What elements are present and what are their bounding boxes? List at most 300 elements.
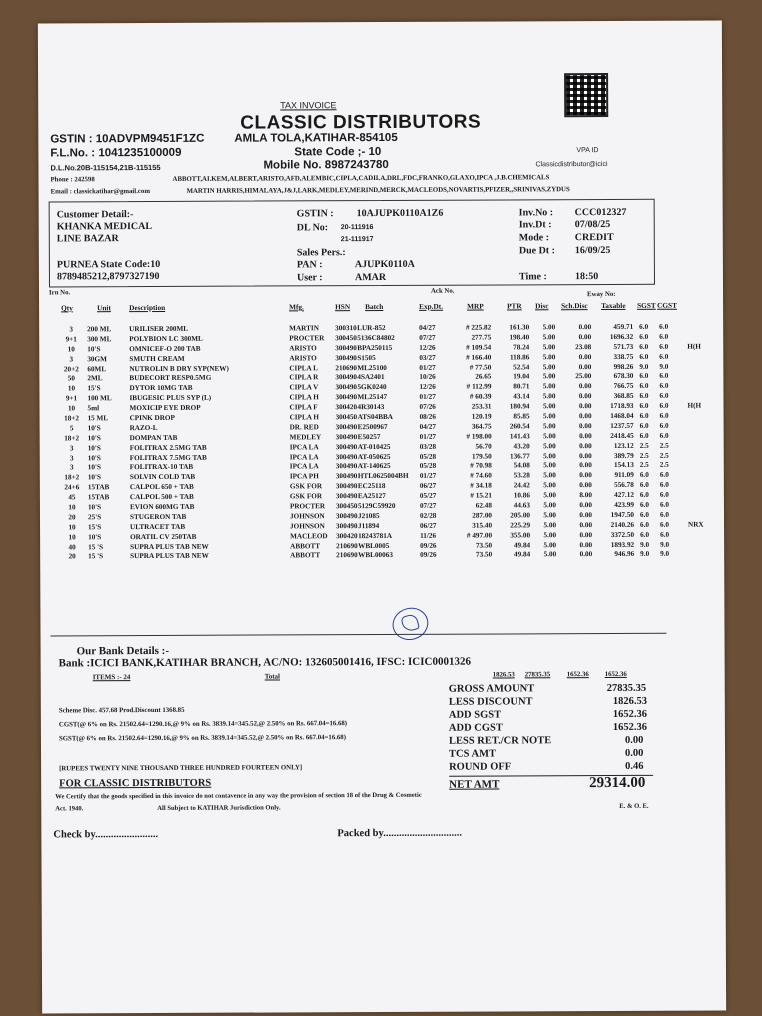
table-cell: 01/27 [419, 363, 436, 372]
col-ptr: PTR [507, 301, 522, 311]
customer-pan: AJUPK0110A [354, 258, 415, 271]
customer-phones: 8789485212,8797327190 [56, 270, 160, 283]
items-table [47, 323, 718, 563]
table-cell: 300450 [335, 333, 357, 343]
table-cell: # 497.00 [466, 531, 493, 540]
table-cell: 5.00 [543, 550, 557, 559]
table-cell: 998.26 [613, 362, 634, 371]
table-cell: AT-140625 [357, 462, 391, 471]
table-cell: 18243781A [358, 531, 393, 540]
table-cell: 07/26 [419, 402, 436, 411]
table-cell: 0.00 [579, 461, 592, 470]
table-cell: IPCA LA [289, 442, 319, 452]
table-cell: 2ML [87, 374, 103, 383]
table-cell: SMUTH CREAM [129, 354, 185, 363]
table-cell: IPCA PH [289, 472, 319, 481]
table-cell: 6.0 [659, 322, 669, 331]
table-cell: 1893.92 [610, 540, 635, 549]
table-cell: SOLVIN COLD TAB [129, 473, 196, 482]
table-cell: HTL0625004BH [357, 472, 409, 481]
table-cell: URILISER 200ML [129, 324, 189, 334]
table-cell: 54.08 [513, 461, 530, 470]
table-cell: 678.30 [613, 372, 634, 381]
invoice-number: CCC012327 [574, 206, 627, 219]
table-cell: 300490 [335, 482, 358, 491]
table-cell: DOMPAN TAB [129, 433, 178, 442]
net-amount-label: NET AMT [449, 778, 500, 791]
table-cell: 136.77 [509, 451, 530, 461]
table-cell: 225.29 [510, 521, 531, 530]
table-cell: GSK FOR [289, 482, 323, 491]
col-cgst: CGST [657, 300, 677, 310]
invoice-time: 18:50 [574, 271, 599, 283]
scheme-discount: Scheme Disc. 457.68 Prod.Discount 1368.85 [58, 706, 185, 715]
inv-no-label: Inv.No : [518, 207, 554, 219]
table-cell: 10'S [87, 453, 101, 462]
table-cell: IPCA LA [289, 452, 319, 461]
tcs-label: TCS AMT [449, 748, 497, 760]
customer-area: LINE BAZAR [56, 233, 119, 245]
table-cell: ORATIL CV 250TAB [130, 532, 197, 541]
total-label: Total [264, 672, 281, 681]
table-cell: 6.0 [659, 382, 669, 391]
table-cell: 1468.04 [610, 411, 634, 421]
table-cell: 338.75 [613, 352, 634, 361]
table-cell: 0.00 [579, 451, 592, 460]
table-cell: 5.00 [543, 422, 556, 431]
table-cell: ML25100 [357, 363, 387, 372]
table-cell: 10 [68, 523, 76, 532]
table-cell: # 109.54 [466, 343, 492, 352]
less-return-label: LESS RET./CR NOTE [448, 735, 552, 747]
table-cell: EVION 600MG TAB [129, 502, 195, 512]
table-cell: 300490 [335, 393, 358, 402]
table-cell: 1237.57 [610, 421, 634, 430]
table-cell: CIPLA V [289, 383, 319, 392]
table-cell: 07/27 [419, 333, 436, 342]
table-cell: 0.00 [579, 540, 593, 549]
table-cell: 40 [68, 542, 76, 551]
table-cell: # 112.99 [466, 382, 492, 391]
table-cell: 03/27 [419, 353, 436, 362]
customer-state: PURNEA State Code:10 [56, 258, 161, 271]
table-cell: 04/27 [419, 422, 436, 431]
table-cell: 5.00 [543, 540, 557, 549]
table-cell: # 60.39 [469, 392, 492, 401]
table-cell: 556.78 [614, 481, 634, 490]
table-cell: NRX [688, 520, 704, 529]
table-cell: 07/27 [419, 501, 437, 510]
table-cell: H(H [687, 342, 701, 351]
table-cell: EC25118 [357, 482, 386, 491]
table-cell: 5 [69, 424, 74, 433]
sales-person-label: Sales Pers.: [296, 247, 346, 259]
table-cell: 9.0 [660, 550, 670, 559]
table-cell: 01/27 [419, 432, 437, 441]
table-cell: 6.0 [659, 332, 669, 341]
table-cell: 9.0 [659, 362, 669, 371]
table-cell: 25'S [87, 513, 102, 522]
table-cell: 198.40 [509, 333, 530, 342]
table-cell: 10'S [87, 473, 102, 482]
table-cell: 6.0 [639, 471, 649, 480]
table-cell: 6.0 [639, 500, 649, 509]
table-cell: 300490 [335, 452, 358, 461]
table-cell: 0.00 [578, 382, 592, 391]
table-cell: CIPLA H [289, 393, 319, 402]
table-cell: SUPRA PLUS TAB NEW [130, 552, 209, 561]
table-cell: FOLITRAX 2.5MG TAB [129, 443, 207, 452]
table-cell: 5GK0240 [357, 383, 387, 392]
table-cell: 5ml [87, 404, 100, 413]
table-cell: 0.00 [579, 511, 593, 520]
table-cell: 5129C59920 [357, 501, 396, 511]
round-off-label: ROUND OFF [449, 761, 512, 773]
table-cell: 11/26 [420, 531, 437, 540]
table-cell: ABBOTT [290, 551, 321, 560]
table-cell: 04/27 [419, 323, 436, 332]
table-cell: 315.40 [472, 521, 493, 530]
table-cell: 5.00 [542, 372, 556, 381]
table-cell: 300310 [335, 324, 357, 333]
table-cell: IBUGESIC PLUS SYP (L) [129, 393, 212, 403]
table-cell: 80.71 [513, 382, 530, 391]
table-cell: 423.99 [614, 500, 634, 510]
table-cell: 9.0 [660, 540, 670, 549]
less-return: 0.00 [624, 734, 644, 746]
table-cell: 1718.93 [610, 402, 634, 411]
table-cell: 5.00 [543, 530, 557, 539]
table-cell: 2418.45 [610, 431, 634, 440]
table-cell: 946.96 [614, 550, 635, 559]
table-cell: 1947.50 [610, 510, 635, 519]
table-cell: 5.00 [543, 451, 556, 460]
table-cell: 44.63 [513, 501, 530, 510]
table-cell: 6.0 [639, 392, 649, 401]
table-cell: 300490 [335, 423, 358, 432]
table-cell: 364.75 [471, 422, 492, 431]
table-cell: BPA250115 [357, 343, 393, 352]
table-cell: 3 [69, 463, 74, 472]
table-cell: 73.50 [475, 551, 493, 560]
table-cell: 43.14 [513, 392, 530, 401]
add-sgst: 1652.36 [612, 708, 648, 720]
table-cell: 210690 [335, 363, 357, 372]
inv-date-label: Inv.Dt : [518, 219, 552, 231]
mobile-number: Mobile No. 8987243780 [263, 158, 389, 172]
round-off: 0.46 [625, 760, 644, 772]
table-cell: 5.00 [542, 382, 556, 391]
dl-number-2: 21-111917 [340, 236, 374, 244]
table-cell: MEDLEY [289, 433, 322, 442]
table-cell: 300490 [335, 512, 358, 521]
table-cell: 300490 [335, 383, 358, 392]
table-cell: 78.24 [513, 343, 530, 352]
table-cell: 6.0 [639, 431, 649, 440]
table-cell: 18+2 [64, 473, 80, 482]
total-sgst: 1652.36 [566, 671, 589, 679]
gstin-label: GSTIN : [296, 208, 334, 220]
table-cell: 05/27 [419, 491, 437, 500]
table-cell: 26.65 [475, 372, 492, 382]
table-cell: 6.0 [660, 520, 670, 529]
table-cell: S1505 [357, 353, 376, 362]
col-disc: Disc [535, 301, 549, 311]
table-cell: 85.85 [513, 412, 530, 421]
col-sgst: SGST [637, 300, 656, 310]
time-label: Time : [518, 271, 547, 283]
table-cell: 30GM [87, 354, 107, 363]
table-cell: E50257 [357, 432, 381, 441]
table-cell: 2.5 [659, 441, 669, 450]
table-cell: 6.0 [639, 421, 649, 430]
table-cell: 23.08 [575, 342, 592, 351]
user-label: User : [296, 272, 323, 284]
table-cell: 08/26 [419, 412, 436, 421]
table-cell: 4SA2401 [357, 373, 385, 382]
table-cell: 3 [69, 453, 74, 462]
table-cell: 6.0 [659, 510, 669, 519]
table-cell: 6.0 [659, 342, 669, 351]
email: Email : classickatihar@gmail.com [50, 188, 150, 196]
table-cell: 571.73 [613, 342, 634, 351]
table-cell: PROCTER [289, 334, 325, 343]
less-discount: 1826.53 [612, 695, 647, 707]
table-cell: 911.09 [614, 471, 634, 480]
ack-label: Ack No. [431, 287, 455, 295]
table-cell: J11894 [358, 521, 380, 530]
table-cell: 03/28 [419, 442, 437, 451]
table-cell: 0.00 [579, 501, 592, 510]
check-by: Check by........................ [53, 828, 159, 841]
bank-label: Our Bank Details :- [76, 644, 169, 658]
pan-label: PAN : [296, 259, 323, 271]
table-cell: 9.0 [639, 362, 649, 371]
table-cell: AT-010425 [357, 442, 391, 451]
eoe-text: E. & O. E. [619, 802, 649, 810]
table-cell: RAZO-L [129, 423, 158, 433]
table-cell: 15TAB [87, 493, 110, 502]
certification-text: We Certify that the goods specified in this invoice do not contavence in any way the provision of section 18 of the Drug & Cosmetic [55, 791, 422, 801]
table-cell: 6.0 [639, 322, 649, 331]
col-qty: Qty [61, 303, 73, 313]
table-cell: 2140.26 [610, 520, 635, 529]
due-date: 16/09/25 [574, 245, 611, 257]
table-cell: 10/26 [419, 373, 436, 382]
table-cell: EA25127 [357, 492, 386, 501]
invoice-date: 07/08/25 [574, 219, 611, 231]
table-cell: 0.00 [579, 550, 593, 559]
col-mfg: Mfg. [289, 302, 304, 312]
table-cell: 300490 [335, 442, 358, 451]
table-cell: J21085 [357, 511, 380, 521]
col-taxable: Taxable [601, 300, 626, 311]
total-gross: 27835.35 [524, 671, 551, 679]
dl-number-1: 20-111916 [340, 224, 374, 232]
table-cell: 210690 [336, 541, 358, 550]
table-cell: 300420 [336, 531, 358, 540]
table-cell: 6.0 [659, 401, 669, 410]
table-cell: 368.85 [613, 392, 634, 401]
table-cell: 118.86 [509, 353, 530, 362]
table-cell: 6.0 [639, 332, 649, 341]
table-cell: 6.0 [639, 490, 649, 500]
table-row [48, 550, 718, 563]
table-cell: 0.00 [578, 402, 592, 411]
act-text: Act. 1940. [55, 805, 84, 813]
table-cell: 0.00 [578, 392, 592, 401]
table-cell: 01/27 [419, 392, 436, 402]
table-cell: 6.0 [659, 372, 669, 381]
table-cell: 6.0 [639, 382, 649, 391]
table-cell: 6.0 [639, 372, 649, 381]
table-cell: 300420 [335, 403, 358, 412]
table-cell: 20 [68, 513, 76, 522]
table-cell: 2.5 [639, 441, 649, 450]
divider [51, 633, 667, 637]
table-cell: 05/28 [419, 462, 437, 471]
table-cell: 277.75 [471, 333, 492, 342]
table-cell: 2.5 [659, 461, 669, 470]
qr-code-icon [564, 73, 608, 117]
table-cell: 0.00 [579, 530, 593, 539]
table-cell: 15 'S [88, 552, 104, 561]
table-cell: 300490 [335, 432, 358, 441]
table-cell: AT-050625 [357, 452, 391, 461]
table-cell: 4R30143 [357, 403, 385, 412]
net-amount: 29314.00 [589, 774, 646, 792]
table-cell: 253.31 [471, 402, 492, 411]
table-cell: 6.0 [659, 431, 669, 440]
packed-by: Packed by.............................. [337, 827, 462, 840]
table-cell: 6.0 [639, 411, 649, 420]
items-count: ITEMS :- 24 [92, 673, 131, 682]
table-cell: 3372.50 [610, 530, 635, 539]
table-cell: E2500967 [357, 422, 388, 432]
table-cell: ARISTO [289, 344, 317, 353]
table-cell: 5.00 [543, 461, 556, 470]
table-cell: 3 [69, 325, 73, 334]
table-cell: 18+2 [64, 434, 80, 443]
table-cell: 10'S [87, 503, 102, 512]
customer-name: KHANKA MEDICAL [56, 221, 153, 233]
table-cell: 50 [67, 374, 76, 383]
total-discount: 1826.53 [492, 671, 515, 679]
table-cell: 3 [69, 355, 74, 364]
table-cell: 9.0 [640, 550, 650, 559]
table-cell: 60ML [87, 364, 107, 373]
table-cell: 52.54 [513, 362, 530, 371]
table-cell: 10 [68, 503, 76, 512]
table-cell: 200 ML [87, 325, 112, 334]
table-cell: WBL0005 [358, 541, 390, 550]
irn-label: Irn No. [49, 289, 71, 297]
table-cell: 05/28 [419, 452, 437, 461]
table-cell: 210690 [336, 551, 358, 560]
table-cell: BUDECORT RESP0.5MG [129, 374, 212, 383]
table-cell: 10'S [87, 424, 101, 433]
table-cell: 120.19 [471, 412, 492, 421]
table-cell: ML25147 [357, 393, 388, 402]
table-cell: H(H [687, 401, 702, 410]
invoice-paper [38, 21, 726, 1014]
table-cell: PROCTER [289, 502, 326, 511]
table-cell: 389.79 [613, 451, 634, 460]
add-cgst-label: ADD CGST [448, 722, 503, 734]
table-cell: 56.70 [475, 442, 492, 451]
table-cell: 24+6 [64, 483, 80, 492]
add-cgst: 1652.36 [612, 721, 648, 733]
table-cell: 10'S [87, 434, 101, 443]
table-cell: 179.50 [471, 452, 492, 461]
table-cell: 25.00 [575, 372, 592, 381]
table-cell: 0.00 [578, 352, 592, 361]
table-cell: 300490 [335, 492, 358, 501]
add-sgst-label: ADD SGST [448, 709, 502, 721]
table-cell: 5.00 [543, 441, 556, 450]
jurisdiction-text: All Subject to KATIHAR Jurisdiction Only. [157, 804, 281, 812]
table-cell: 0.00 [578, 362, 592, 371]
table-cell: 12/26 [419, 343, 436, 352]
table-cell: 5.00 [542, 362, 556, 371]
gross-amount: 27835.35 [606, 682, 647, 695]
table-cell: 205.00 [510, 511, 531, 520]
table-cell: JOHNSON [289, 512, 325, 521]
table-cell: NUTROLIN B DRY SYP(NEW) [129, 364, 229, 373]
table-cell: CIPLA H [289, 413, 319, 422]
table-cell: 20+2 [63, 364, 79, 373]
table-cell: 5.00 [543, 511, 557, 520]
table-cell: # 198.00 [466, 432, 492, 441]
dl-label: DL No: [296, 222, 329, 234]
companies-line-1: ABBOTT,AI.KEM,ALBERT,ARISTO,AFD,ALEMBIC,CIPLA,CADILA,DRL,FDC,FRANKO,GLAXO,IPCA ,J.B.CHEMICALS [172, 174, 550, 183]
table-cell: 2.5 [639, 451, 649, 460]
table-cell: 06/27 [420, 521, 437, 530]
table-cell: 10'S [87, 443, 101, 452]
table-cell: 02/28 [419, 511, 437, 520]
bank-details: Bank :ICICI BANK,KATIHAR BRANCH, AC/NO: 132605001416, IFSC: ICIC0001326 [58, 655, 472, 670]
phone: Phone : 242598 [50, 176, 95, 184]
table-cell: 141.43 [509, 432, 530, 441]
table-cell: # 70.98 [470, 461, 492, 471]
table-cell: 18+2 [64, 414, 80, 423]
table-cell: 6.0 [639, 510, 649, 519]
table-cell: 5.00 [543, 432, 556, 441]
col-unit: Unit [97, 303, 111, 313]
table-cell: 5.00 [543, 491, 556, 500]
table-cell: 300490 [335, 462, 358, 471]
for-company: FOR CLASSIC DISTRIBUTORS [59, 777, 212, 790]
table-cell: 10 [67, 384, 76, 393]
table-cell: 300450 [335, 413, 358, 422]
table-cell: 5.00 [542, 392, 556, 401]
table-cell: 6.0 [659, 480, 669, 490]
table-cell: FOLITRAX-10 TAB [129, 463, 194, 472]
table-cell: 10'S [88, 532, 102, 541]
table-cell: 5.00 [543, 481, 556, 490]
payment-mode: CREDIT [574, 231, 614, 244]
table-cell: 6.0 [639, 401, 649, 411]
table-cell: 9+1 [65, 394, 78, 403]
table-cell: CIPLA F [289, 403, 318, 412]
table-cell: GSK FOR [289, 492, 323, 501]
table-cell: 10.86 [513, 491, 530, 500]
table-cell: 300450 [335, 502, 358, 511]
table-cell: 10'S [87, 345, 101, 354]
table-cell: 15 ML [87, 414, 109, 423]
col-batch: Batch [365, 301, 384, 312]
vpa-id: Classicdistributor@icici [535, 161, 608, 169]
